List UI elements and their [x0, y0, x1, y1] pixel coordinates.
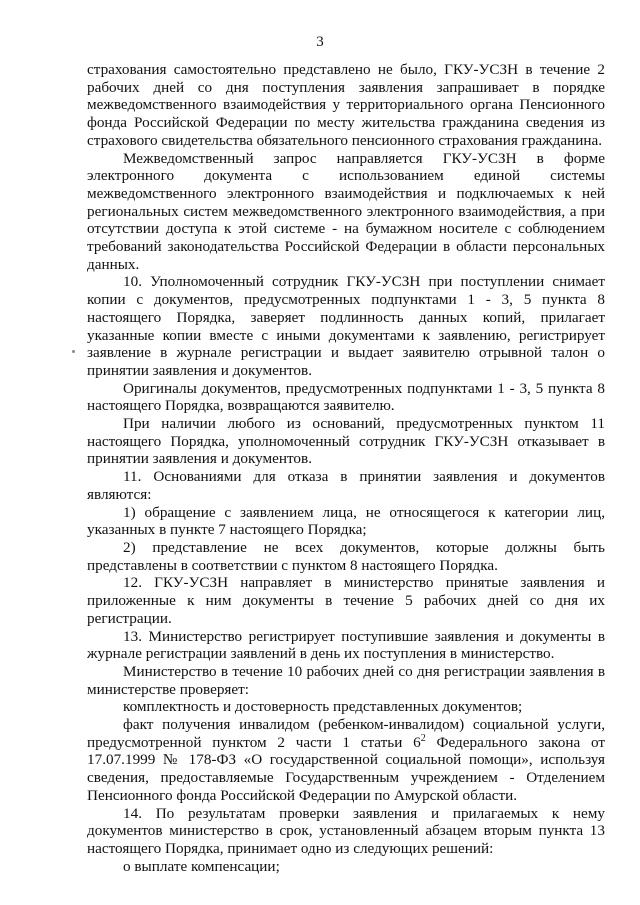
paragraph	[87, 716, 605, 805]
paragraph: комплектность и достоверность представленных документов;	[123, 698, 523, 716]
paragraph: 2) представление не всех документов, которые должны быть представлены в соответствии с пунктом 8 настоящего Порядка.	[87, 538, 605, 574]
superscript: 2	[420, 732, 426, 744]
paragraph-text: факт получения инвалидом (ребенком-инвалидом) социальной услуги, предусмотренной пунктом 2 части 1 статьи 6	[87, 716, 605, 751]
paragraph: Межведомственный запрос направляется ГКУ-УСЗН в форме электронного документа с использованием единой системы межведомственного электронного взаимодействия и подключаемых к ней региональных систем межведомственного электронного взаимодействия, а при отсутствии доступа к этой системе - на бумажном носителе с соблюдением требований законодательства Российской Федерации в области персональных данных.	[87, 149, 605, 273]
paragraph: 12. ГКУ-УСЗН направляет в министерство принятые заявления и приложенные к ним документы в течение 5 рабочих дней со дня их регистрации.	[87, 574, 605, 627]
document-body	[87, 61, 605, 875]
paragraph: 14. По результатам проверки заявления и прилагаемых к нему документов министерство в срок, установленный абзацем вторым пункта 13 настоящего Порядка, принимает одно из следующих решений:	[87, 804, 605, 857]
paragraph-text: Федерального закона от 17.07.1999 № 178-ФЗ «О государственной социальной помощи», используя сведения, предоставляемые Государственным учреждением - Отделением Пенсионного фонда Российской Федерации по Амурской области.	[87, 733, 605, 804]
paragraph: Оригиналы документов, предусмотренных подпунктами 1 - 3, 5 пункта 8 настоящего Порядка, возвращаются заявителю.	[87, 379, 605, 415]
paragraph: 11. Основаниями для отказа в принятии заявления и документов являются:	[87, 468, 605, 503]
scan-speck	[72, 350, 75, 353]
paragraph: 13. Министерство регистрирует поступившие заявления и документы в журнале регистрации заявлений в день их поступления в министерство.	[87, 627, 605, 663]
paragraph: страхования самостоятельно представлено не было, ГКУ-УСЗН в течение 2 рабочих дней со дня поступления заявления запрашивает в порядке межведомственного взаимодействия у территориального органа Пенсионного фонда Российской Федерации по месту жительства гражданина сведения из страхового свидетельства обязательного пенсионного страхования гражданина.	[87, 61, 605, 149]
paragraph: о выплате компенсации;	[123, 857, 280, 875]
paragraph: При наличии любого из оснований, предусмотренных пунктом 11 настоящего Порядка, уполномоченный сотрудник ГКУ-УСЗН отказывает в принятии заявления и документов.	[87, 415, 605, 468]
page-number: 3	[316, 34, 324, 50]
paragraph: Министерство в течение 10 рабочих дней со дня регистрации заявления в министерстве проверяет:	[87, 662, 605, 698]
paragraph: 10. Уполномоченный сотрудник ГКУ-УСЗН при поступлении снимает копии с документов, предусмотренных подпунктами 1 - 3, 5 пункта 8 настоящего Порядка, заверяет подлинность данных копий, прилагает указанные копии вместе с иными документами к заявлению, регистрирует заявление в журнале регистрации и выдает заявителю отрывной талон о принятии заявления и документов.	[87, 273, 605, 379]
paragraph: 1) обращение с заявлением лица, не относящегося к категории лиц, указанных в пункте 7 настоящего Порядка;	[87, 503, 605, 539]
